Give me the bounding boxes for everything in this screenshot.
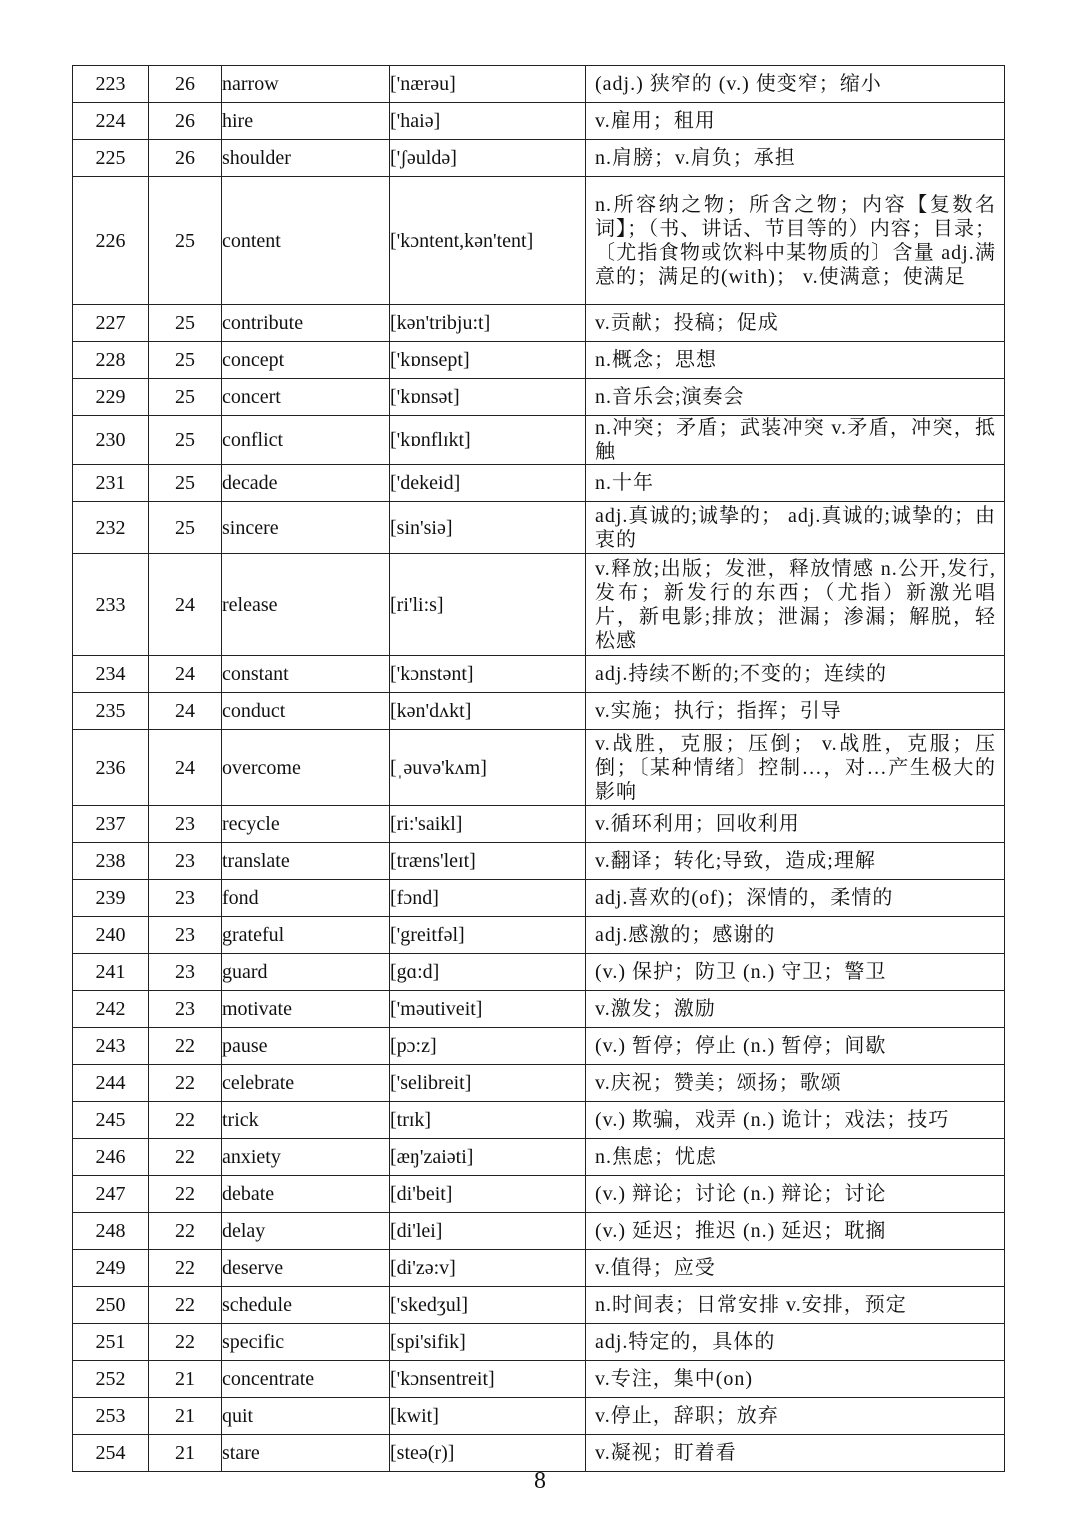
- frequency-count: 23: [149, 806, 222, 843]
- definition: v.凝视；盯着看: [586, 1435, 1005, 1472]
- entry-number: 235: [73, 693, 149, 730]
- definition: n.焦虑；忧虑: [586, 1139, 1005, 1176]
- entry-number: 242: [73, 991, 149, 1028]
- entry-number: 248: [73, 1213, 149, 1250]
- entry-number: 236: [73, 730, 149, 806]
- headword: sincere: [222, 502, 390, 554]
- headword: deserve: [222, 1250, 390, 1287]
- phonetic-transcription: ['nærəu]: [390, 66, 586, 103]
- phonetic-transcription: [ri:'saikl]: [390, 806, 586, 843]
- frequency-count: 25: [149, 379, 222, 416]
- table-row: [73, 1435, 1005, 1472]
- definition: v.专注，集中(on): [586, 1361, 1005, 1398]
- phonetic-transcription: [di'beit]: [390, 1176, 586, 1213]
- phonetic-transcription: [ˌəuvə'kʌm]: [390, 730, 586, 806]
- headword: guard: [222, 954, 390, 991]
- headword: concentrate: [222, 1361, 390, 1398]
- definition: n.音乐会;演奏会: [586, 379, 1005, 416]
- frequency-count: 24: [149, 554, 222, 656]
- headword: motivate: [222, 991, 390, 1028]
- table-row: [73, 1398, 1005, 1435]
- definition: adj.真诚的;诚挚的； adj.真诚的;诚挚的；由衷的: [586, 502, 1005, 554]
- definition: v.停止，辞职；放弃: [586, 1398, 1005, 1435]
- definition: v.雇用；租用: [586, 103, 1005, 140]
- table-row: [73, 103, 1005, 140]
- frequency-count: 25: [149, 177, 222, 305]
- phonetic-transcription: ['məutiveit]: [390, 991, 586, 1028]
- table-row: [73, 880, 1005, 917]
- definition: v.贡献；投稿；促成: [586, 305, 1005, 342]
- frequency-count: 22: [149, 1028, 222, 1065]
- entry-number: 243: [73, 1028, 149, 1065]
- phonetic-transcription: ['greitfəl]: [390, 917, 586, 954]
- phonetic-transcription: ['skedʒul]: [390, 1287, 586, 1324]
- headword: overcome: [222, 730, 390, 806]
- headword: narrow: [222, 66, 390, 103]
- phonetic-transcription: [kwit]: [390, 1398, 586, 1435]
- definition: v.值得；应受: [586, 1250, 1005, 1287]
- phonetic-transcription: ['haiə]: [390, 103, 586, 140]
- headword: translate: [222, 843, 390, 880]
- definition: v.战胜，克服；压倒； v.战胜，克服；压倒；〔某种情绪〕控制…，对…产生极大的影响: [586, 730, 1005, 806]
- definition: v.激发；激励: [586, 991, 1005, 1028]
- entry-number: 246: [73, 1139, 149, 1176]
- entry-number: 245: [73, 1102, 149, 1139]
- headword: decade: [222, 465, 390, 502]
- entry-number: 249: [73, 1250, 149, 1287]
- phonetic-transcription: [trɪk]: [390, 1102, 586, 1139]
- phonetic-transcription: ['dekeid]: [390, 465, 586, 502]
- headword: trick: [222, 1102, 390, 1139]
- entry-number: 251: [73, 1324, 149, 1361]
- table-row: [73, 416, 1005, 465]
- phonetic-transcription: [ri'li:s]: [390, 554, 586, 656]
- frequency-count: 25: [149, 305, 222, 342]
- headword: schedule: [222, 1287, 390, 1324]
- phonetic-transcription: ['ʃəuldə]: [390, 140, 586, 177]
- frequency-count: 26: [149, 140, 222, 177]
- headword: debate: [222, 1176, 390, 1213]
- entry-number: 224: [73, 103, 149, 140]
- phonetic-transcription: [fɔnd]: [390, 880, 586, 917]
- entry-number: 225: [73, 140, 149, 177]
- frequency-count: 23: [149, 843, 222, 880]
- table-row: [73, 554, 1005, 656]
- table-row: [73, 1028, 1005, 1065]
- headword: concept: [222, 342, 390, 379]
- headword: quit: [222, 1398, 390, 1435]
- definition: adj.喜欢的(of)；深情的，柔情的: [586, 880, 1005, 917]
- definition: n.时间表；日常安排 v.安排，预定: [586, 1287, 1005, 1324]
- frequency-count: 22: [149, 1213, 222, 1250]
- table-row: [73, 66, 1005, 103]
- phonetic-transcription: [gɑ:d]: [390, 954, 586, 991]
- vocabulary-page: [72, 65, 1004, 1472]
- phonetic-transcription: ['kɒnflɪkt]: [390, 416, 586, 465]
- headword: pause: [222, 1028, 390, 1065]
- phonetic-transcription: [steə(r)]: [390, 1435, 586, 1472]
- frequency-count: 21: [149, 1398, 222, 1435]
- definition: adj.持续不断的;不变的；连续的: [586, 656, 1005, 693]
- headword: anxiety: [222, 1139, 390, 1176]
- phonetic-transcription: [æŋ'zaiəti]: [390, 1139, 586, 1176]
- entry-number: 252: [73, 1361, 149, 1398]
- phonetic-transcription: ['kɔnsentreit]: [390, 1361, 586, 1398]
- frequency-count: 22: [149, 1065, 222, 1102]
- definition: n.十年: [586, 465, 1005, 502]
- frequency-count: 25: [149, 416, 222, 465]
- entry-number: 226: [73, 177, 149, 305]
- frequency-count: 22: [149, 1139, 222, 1176]
- entry-number: 233: [73, 554, 149, 656]
- table-row: [73, 1176, 1005, 1213]
- vocabulary-table-body: [73, 66, 1005, 1472]
- frequency-count: 22: [149, 1102, 222, 1139]
- entry-number: 253: [73, 1398, 149, 1435]
- table-row: [73, 502, 1005, 554]
- table-row: [73, 1102, 1005, 1139]
- frequency-count: 24: [149, 730, 222, 806]
- frequency-count: 21: [149, 1361, 222, 1398]
- table-row: [73, 1361, 1005, 1398]
- table-row: [73, 342, 1005, 379]
- phonetic-transcription: [kən'tribju:t]: [390, 305, 586, 342]
- table-row: [73, 140, 1005, 177]
- entry-number: 247: [73, 1176, 149, 1213]
- headword: stare: [222, 1435, 390, 1472]
- table-row: [73, 305, 1005, 342]
- frequency-count: 22: [149, 1287, 222, 1324]
- phonetic-transcription: ['kɒnsət]: [390, 379, 586, 416]
- headword: shoulder: [222, 140, 390, 177]
- frequency-count: 21: [149, 1435, 222, 1472]
- frequency-count: 24: [149, 693, 222, 730]
- table-row: [73, 465, 1005, 502]
- frequency-count: 24: [149, 656, 222, 693]
- definition: adj.感激的；感谢的: [586, 917, 1005, 954]
- headword: celebrate: [222, 1065, 390, 1102]
- frequency-count: 23: [149, 954, 222, 991]
- definition: v.翻译；转化;导致，造成;理解: [586, 843, 1005, 880]
- entry-number: 244: [73, 1065, 149, 1102]
- definition: (v.) 延迟；推迟 (n.) 延迟；耽搁: [586, 1213, 1005, 1250]
- headword: fond: [222, 880, 390, 917]
- frequency-count: 25: [149, 502, 222, 554]
- phonetic-transcription: ['selibreit]: [390, 1065, 586, 1102]
- table-row: [73, 177, 1005, 305]
- phonetic-transcription: [træns'leɪt]: [390, 843, 586, 880]
- phonetic-transcription: [sin'siə]: [390, 502, 586, 554]
- definition: v.实施；执行；指挥；引导: [586, 693, 1005, 730]
- table-row: [73, 917, 1005, 954]
- phonetic-transcription: ['kɒnsept]: [390, 342, 586, 379]
- frequency-count: 22: [149, 1176, 222, 1213]
- entry-number: 232: [73, 502, 149, 554]
- entry-number: 227: [73, 305, 149, 342]
- page-number: 8: [534, 1468, 546, 1494]
- table-row: [73, 1287, 1005, 1324]
- table-row: [73, 693, 1005, 730]
- definition: n.冲突；矛盾；武装冲突 v.矛盾，冲突，抵触: [586, 416, 1005, 465]
- definition: adj.特定的，具体的: [586, 1324, 1005, 1361]
- headword: contribute: [222, 305, 390, 342]
- headword: conduct: [222, 693, 390, 730]
- definition: (v.) 欺骗，戏弄 (n.) 诡计；戏法；技巧: [586, 1102, 1005, 1139]
- definition: (v.) 保护；防卫 (n.) 守卫；警卫: [586, 954, 1005, 991]
- headword: content: [222, 177, 390, 305]
- table-row: [73, 1324, 1005, 1361]
- table-row: [73, 991, 1005, 1028]
- entry-number: 231: [73, 465, 149, 502]
- table-row: [73, 1250, 1005, 1287]
- definition: n.概念；思想: [586, 342, 1005, 379]
- frequency-count: 26: [149, 66, 222, 103]
- headword: constant: [222, 656, 390, 693]
- vocabulary-table: [72, 65, 1005, 1472]
- table-row: [73, 379, 1005, 416]
- entry-number: 238: [73, 843, 149, 880]
- frequency-count: 25: [149, 342, 222, 379]
- entry-number: 223: [73, 66, 149, 103]
- definition: n.所容纳之物；所含之物；内容【复数名词】；（书、讲话、节目等的）内容；目录；〔尤指食物或饮料中某物质的〕含量 adj.满意的；满足的(with)； v.使满意；使满足: [586, 177, 1005, 305]
- entry-number: 254: [73, 1435, 149, 1472]
- entry-number: 237: [73, 806, 149, 843]
- table-row: [73, 1139, 1005, 1176]
- frequency-count: 22: [149, 1324, 222, 1361]
- headword: conflict: [222, 416, 390, 465]
- definition: v.释放;出版；发泄，释放情感 n.公开,发行,发布；新发行的东西；（尤指）新激光唱片，新电影;排放；泄漏；渗漏；解脱，轻松感: [586, 554, 1005, 656]
- definition: n.肩膀；v.肩负；承担: [586, 140, 1005, 177]
- entry-number: 241: [73, 954, 149, 991]
- phonetic-transcription: [di'lei]: [390, 1213, 586, 1250]
- definition: (adj.) 狭窄的 (v.) 使变窄；缩小: [586, 66, 1005, 103]
- table-row: [73, 954, 1005, 991]
- definition: v.庆祝；赞美；颂扬；歌颂: [586, 1065, 1005, 1102]
- table-row: [73, 730, 1005, 806]
- entry-number: 228: [73, 342, 149, 379]
- definition: (v.) 暂停；停止 (n.) 暂停；间歇: [586, 1028, 1005, 1065]
- frequency-count: 23: [149, 917, 222, 954]
- phonetic-transcription: [kən'dʌkt]: [390, 693, 586, 730]
- entry-number: 240: [73, 917, 149, 954]
- headword: concert: [222, 379, 390, 416]
- phonetic-transcription: [pɔ:z]: [390, 1028, 586, 1065]
- headword: recycle: [222, 806, 390, 843]
- frequency-count: 22: [149, 1250, 222, 1287]
- headword: hire: [222, 103, 390, 140]
- frequency-count: 25: [149, 465, 222, 502]
- entry-number: 250: [73, 1287, 149, 1324]
- table-row: [73, 656, 1005, 693]
- table-row: [73, 843, 1005, 880]
- definition: (v.) 辩论；讨论 (n.) 辩论；讨论: [586, 1176, 1005, 1213]
- headword: grateful: [222, 917, 390, 954]
- frequency-count: 23: [149, 880, 222, 917]
- phonetic-transcription: [spi'sifik]: [390, 1324, 586, 1361]
- phonetic-transcription: ['kɔntent,kən'tent]: [390, 177, 586, 305]
- phonetic-transcription: ['kɔnstənt]: [390, 656, 586, 693]
- table-row: [73, 1065, 1005, 1102]
- entry-number: 239: [73, 880, 149, 917]
- table-row: [73, 1213, 1005, 1250]
- definition: v.循环利用；回收利用: [586, 806, 1005, 843]
- headword: delay: [222, 1213, 390, 1250]
- entry-number: 234: [73, 656, 149, 693]
- frequency-count: 23: [149, 991, 222, 1028]
- phonetic-transcription: [di'zə:v]: [390, 1250, 586, 1287]
- entry-number: 229: [73, 379, 149, 416]
- table-row: [73, 806, 1005, 843]
- headword: release: [222, 554, 390, 656]
- headword: specific: [222, 1324, 390, 1361]
- frequency-count: 26: [149, 103, 222, 140]
- entry-number: 230: [73, 416, 149, 465]
